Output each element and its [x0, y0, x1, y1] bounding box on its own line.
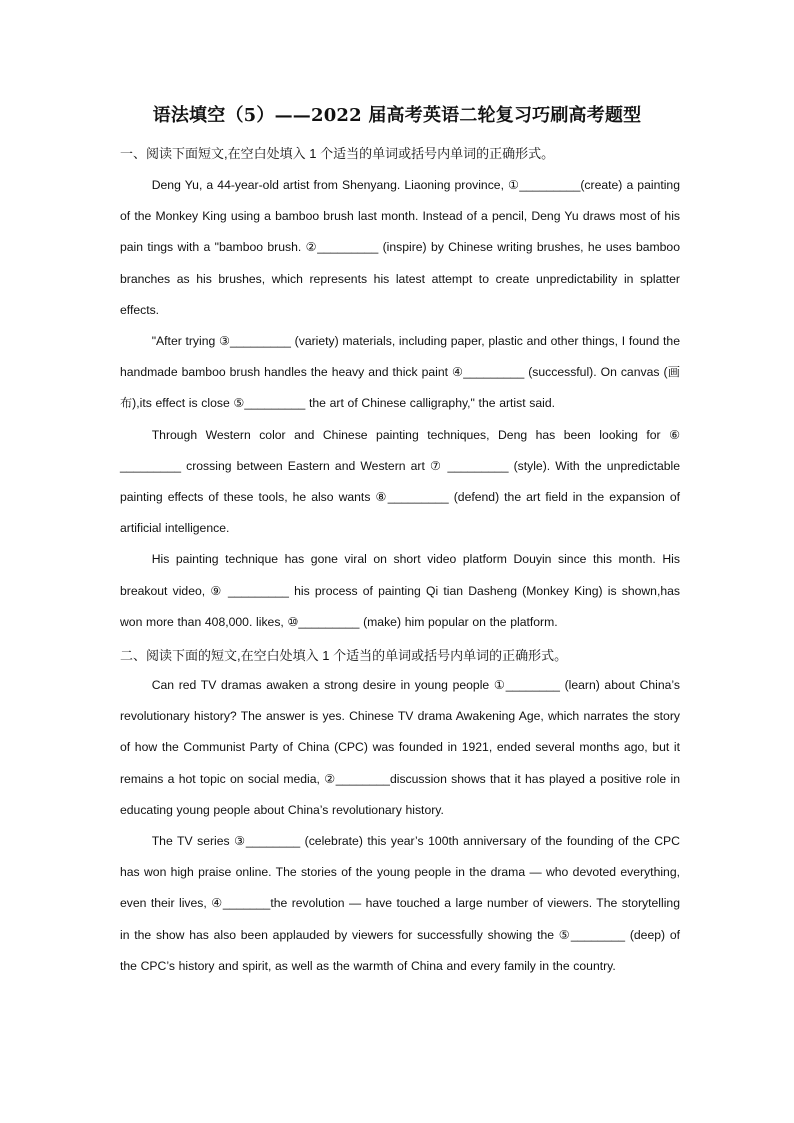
- section-2-passage: [120, 670, 680, 982]
- section-1-paragraph-4: His painting technique has gone viral on short video platform Douyin since this month. His breakout video, ⑨ _________ his process of painting Qi tian Dasheng (Monkey King) is shown,has won more than 408,000. likes, ⑩_________ (make) him popular on the platform.: [120, 552, 680, 629]
- section-2-paragraph-1: Can red TV dramas awaken a strong desire in young people ①________ (learn) about China’s revolutionary history? The answer is yes. Chinese TV drama Awakening Age, which narrates the story of how the Communist Party of China (CPC) was founded in 1921, ended several months ago, but it remains a hot topic on social media, ②________discussion shows that it has played a positive role in educating young people about China’s revolutionary history.: [120, 678, 680, 817]
- document-title: 语法填空（5）——2022 届高考英语二轮复习巧刷高考题型: [152, 105, 642, 126]
- section-1-paragraph-2: "After trying ③_________ (variety) materials, including paper, plastic and other things, I found the handmade bamboo brush handles the heavy and thick paint ④_________ (successful). On canvas (画布),its effect is close ⑤_________ the art of Chinese calligraphy," the artist said.: [120, 334, 680, 411]
- section-2-heading-container: [120, 646, 680, 666]
- section-1-paragraph-3: Through Western color and Chinese painting techniques, Deng has been looking for ⑥ _________ crossing between Eastern and Western art ⑦ _________ (style). With the unpredictable painting effects of these tools, he also wants ⑧_________ (defend) the art field in the expansion of artificial intelligence.: [120, 427, 680, 536]
- section-1-passage: [120, 170, 680, 638]
- section-1-heading-container: [120, 144, 680, 164]
- section-2-heading: 二、阅读下面的短文,在空白处填入 1 个适当的单词或括号内单词的正确形式。: [120, 648, 568, 663]
- section-2-paragraph-2: The TV series ③________ (celebrate) this year’s 100th anniversary of the founding of the CPC has won high praise online. The stories of the young people in the drama — who devoted everything, even their lives, ④_______the revolution — have touched a large number of viewers. The storytelling in the show has also been applauded by viewers for successfully showing the ⑤________ (deep) of the CPC’s history and spirit, as well as the warmth of China and every family in the country.: [120, 834, 680, 973]
- section-1-heading: 一、阅读下面短文,在空白处填入 1 个适当的单词或括号内单词的正确形式。: [120, 146, 555, 161]
- section-1-paragraph-1: Deng Yu, a 44-year-old artist from Shenyang. Liaoning province, ①_________(create) a painting of the Monkey King using a bamboo brush last month. Instead of a pencil, Deng Yu draws most of his pain tings with a "bamboo brush. ②_________ (inspire) by Chinese writing brushes, he uses bamboo branches as his brushes, which represents his latest attempt to create unpredictability in splatter effects.: [120, 178, 680, 317]
